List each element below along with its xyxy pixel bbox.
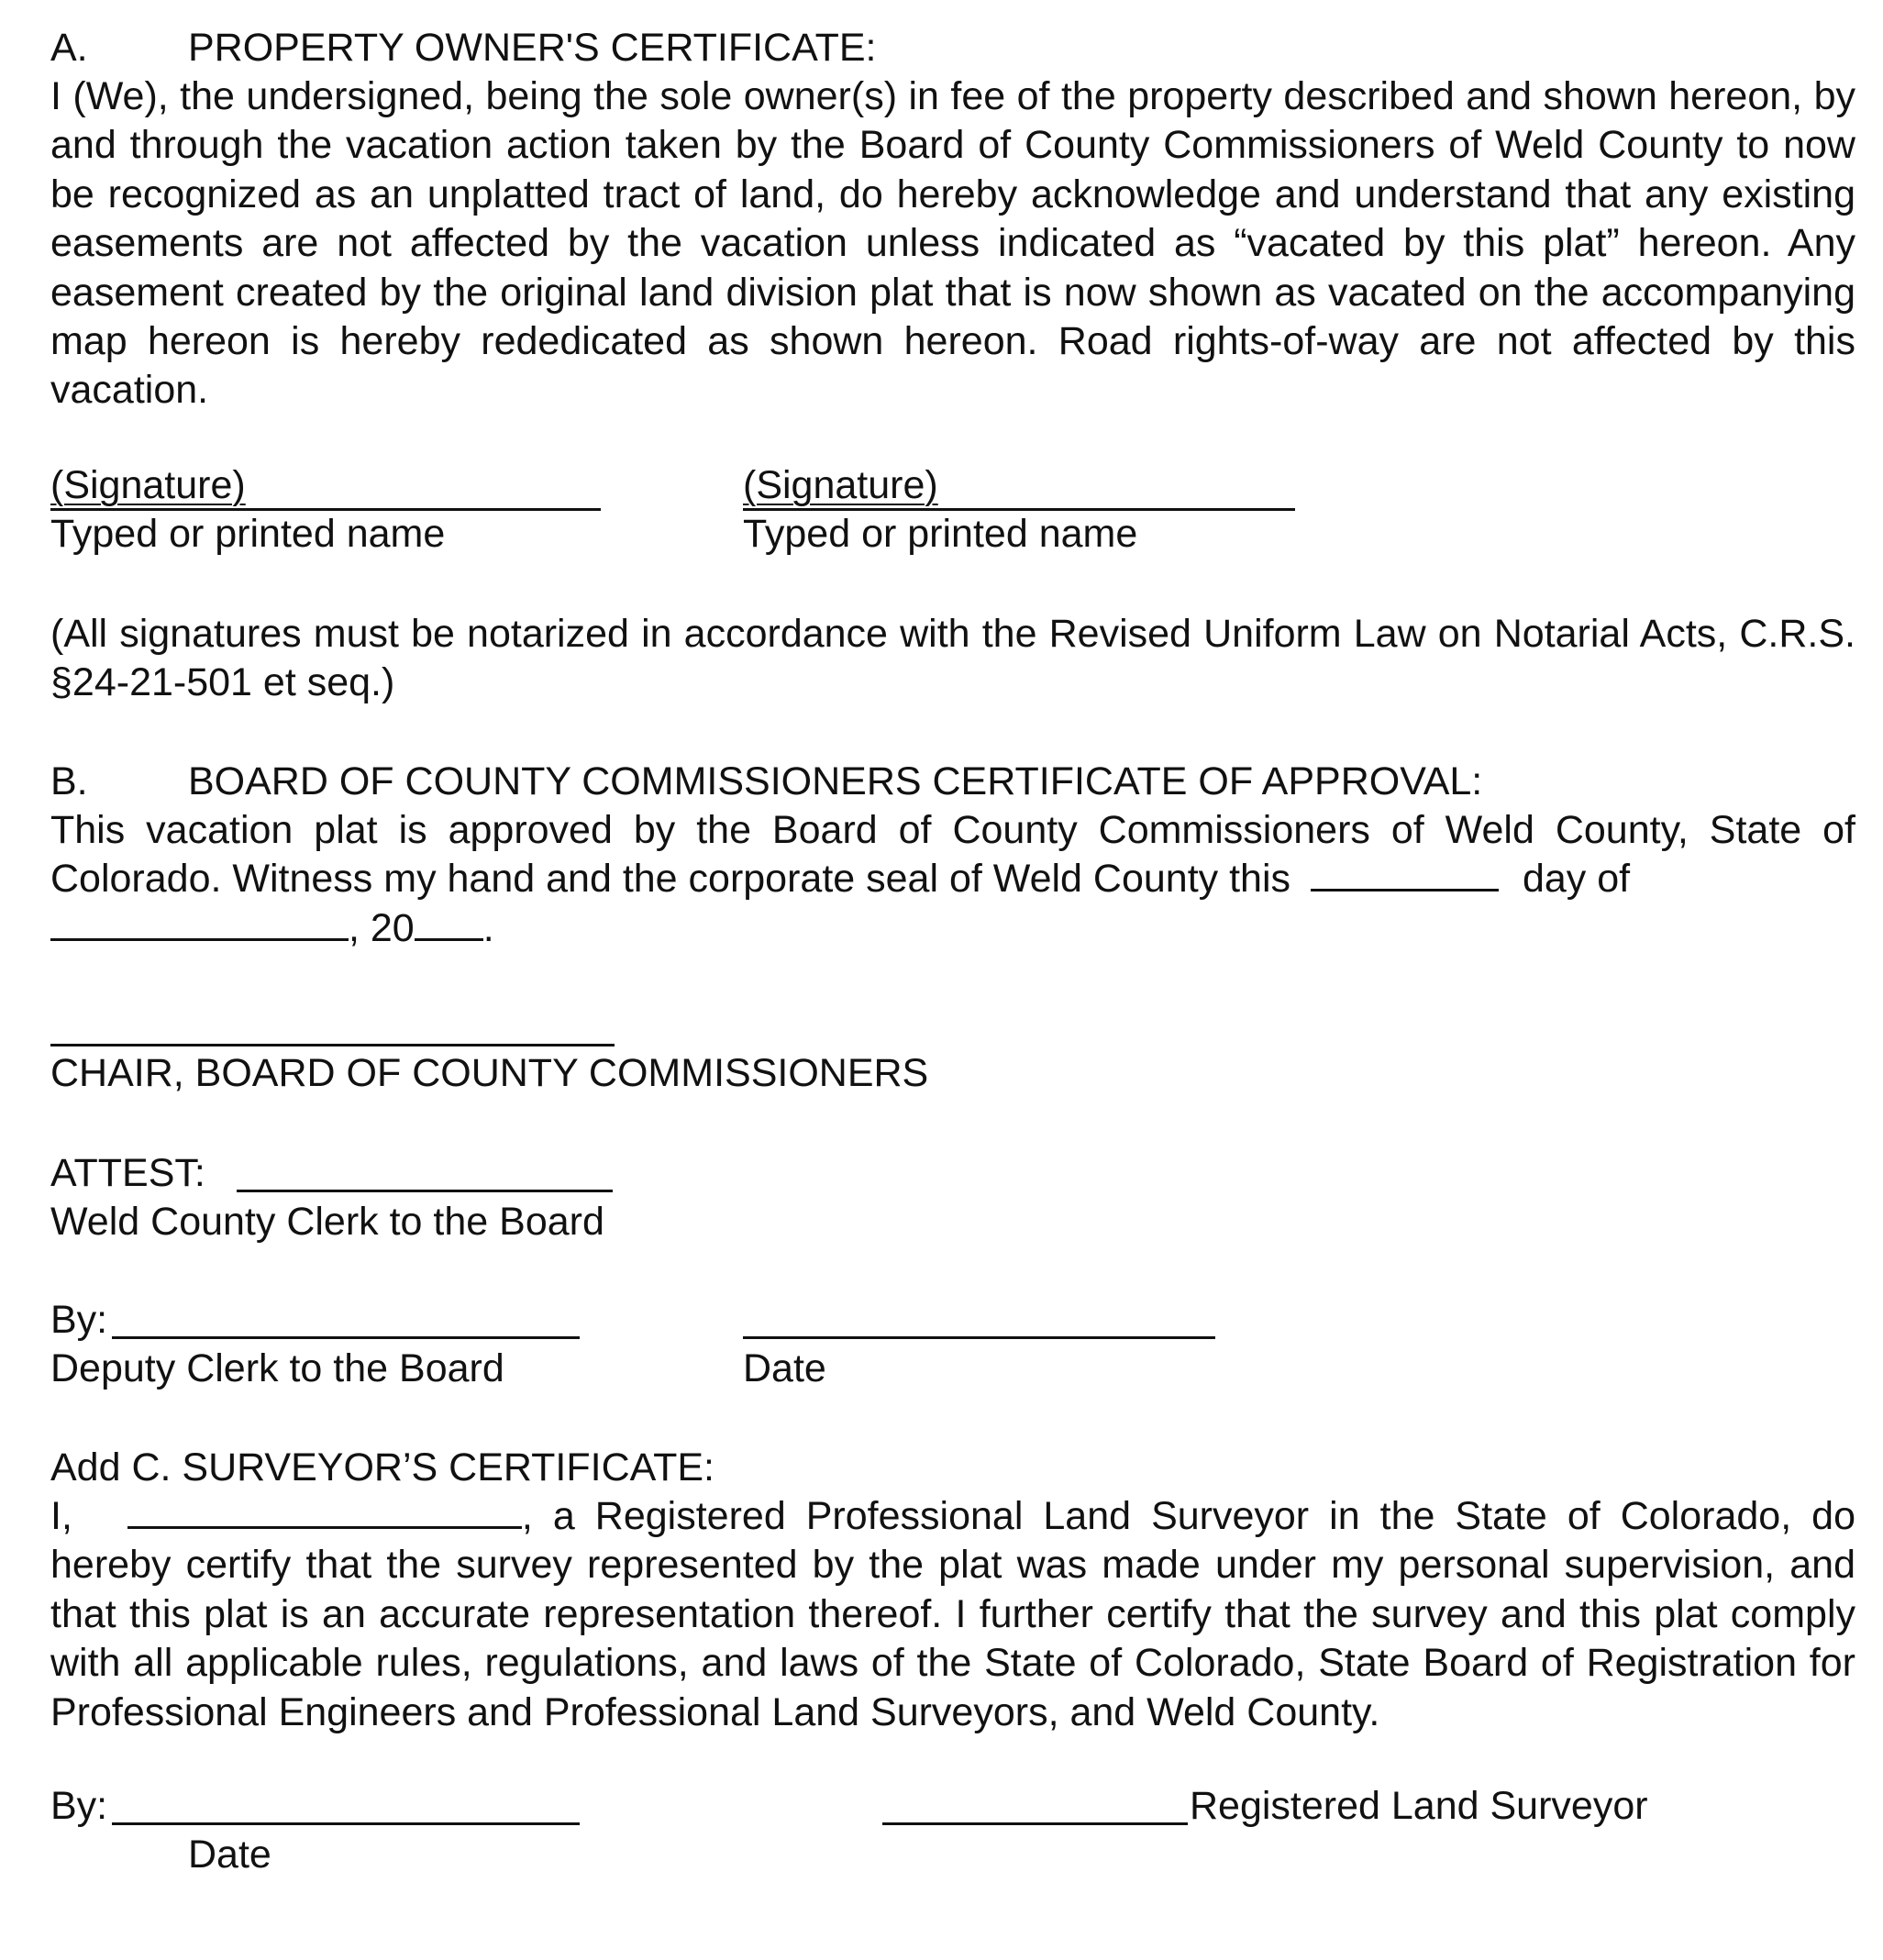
chair-label: CHAIR, BOARD OF COUNTY COMMISSIONERS: [50, 1051, 929, 1095]
deputy-signature-line[interactable]: [112, 1336, 580, 1339]
by-label-b: By:: [50, 1298, 108, 1342]
attest-signature-line[interactable]: [237, 1190, 613, 1192]
section-a-title: PROPERTY OWNER'S CERTIFICATE:: [188, 26, 877, 70]
signature-label-1: (Signature): [50, 463, 246, 507]
month-blank[interactable]: [50, 907, 349, 941]
date-label-b: Date: [743, 1346, 826, 1390]
section-c-title: Add C. SURVEYOR’S CERTIFICATE:: [50, 1445, 715, 1489]
name-label-2: Typed or printed name: [743, 512, 1138, 556]
surveyor-text: , a Registered Professional Land Surveyor in the State of Colorado, do hereby certify that the survey represented by the plat was made under my personal supervision, and that this plat is an accurate representation thereof. I further certify that the survey and this plat comply with all applicable rules, regulations, and laws of the State of Colorado, State Board of Registration for Professional Engineers and Professional Land Surveyors, and Weld County.: [50, 1494, 1855, 1734]
period: .: [482, 905, 494, 950]
section-b-title: BOARD OF COUNTY COMMISSIONERS CERTIFICATE OF APPROVAL:: [188, 759, 1483, 803]
by-label-c: By:: [50, 1784, 108, 1828]
signature-field-1[interactable]: [50, 463, 601, 511]
surveyor-label: Registered Land Surveyor: [1190, 1784, 1648, 1828]
notary-note: (All signatures must be notarized in accordance with the Revised Uniform Law on Notarial Acts, C.R.S. §24-21-501 et seq.): [50, 612, 1855, 705]
section-a-body: I (We), the undersigned, being the sole owner(s) in fee of the property described and shown hereon, by and through the vacation action taken by the Board of County Commissioners of Weld County to now be recognized as an unplatted tract of land, do hereby acknowledge and understand that any existing easements are not affected by the vacation unless indicated as “vacated by this plat” hereon. Any easement created by the original land division plat that is now shown as vacated on the accompanying map hereon is hereby rededicated as shown hereon. Road rights-of-way are not affected by this vacation.: [50, 74, 1855, 413]
name-label-1: Typed or printed name: [50, 512, 446, 556]
day-blank[interactable]: [1311, 858, 1499, 891]
surveyor-name-blank[interactable]: [127, 1495, 522, 1529]
chair-signature-line[interactable]: [50, 1044, 615, 1046]
approval-text: This vacation plat is approved by the Board of County Commissioners of Weld County, State of Colorado. Witness my hand and the corporate seal of Weld County this: [50, 808, 1855, 902]
year-blank[interactable]: [415, 907, 483, 941]
date-label-c: Date: [188, 1833, 271, 1877]
signature-label-2: (Signature): [743, 463, 938, 507]
section-a-letter: A.: [50, 26, 88, 70]
clerk-label: Weld County Clerk to the Board: [50, 1200, 604, 1244]
year-prefix: , 20: [349, 905, 415, 950]
day-of-text: day of: [1522, 857, 1631, 902]
date-line-b[interactable]: [743, 1336, 1215, 1339]
deputy-label: Deputy Clerk to the Board: [50, 1346, 504, 1390]
section-b-letter: B.: [50, 759, 88, 803]
section-c-body: [50, 1492, 1855, 1737]
surveyor-signature-line[interactable]: [112, 1822, 580, 1825]
section-b-body: [50, 806, 1855, 953]
signature-field-2[interactable]: [743, 463, 1295, 511]
surveyor-intro: I,: [50, 1494, 72, 1538]
attest-label: ATTEST:: [50, 1151, 205, 1195]
surveyor-registration-line[interactable]: [882, 1822, 1188, 1825]
